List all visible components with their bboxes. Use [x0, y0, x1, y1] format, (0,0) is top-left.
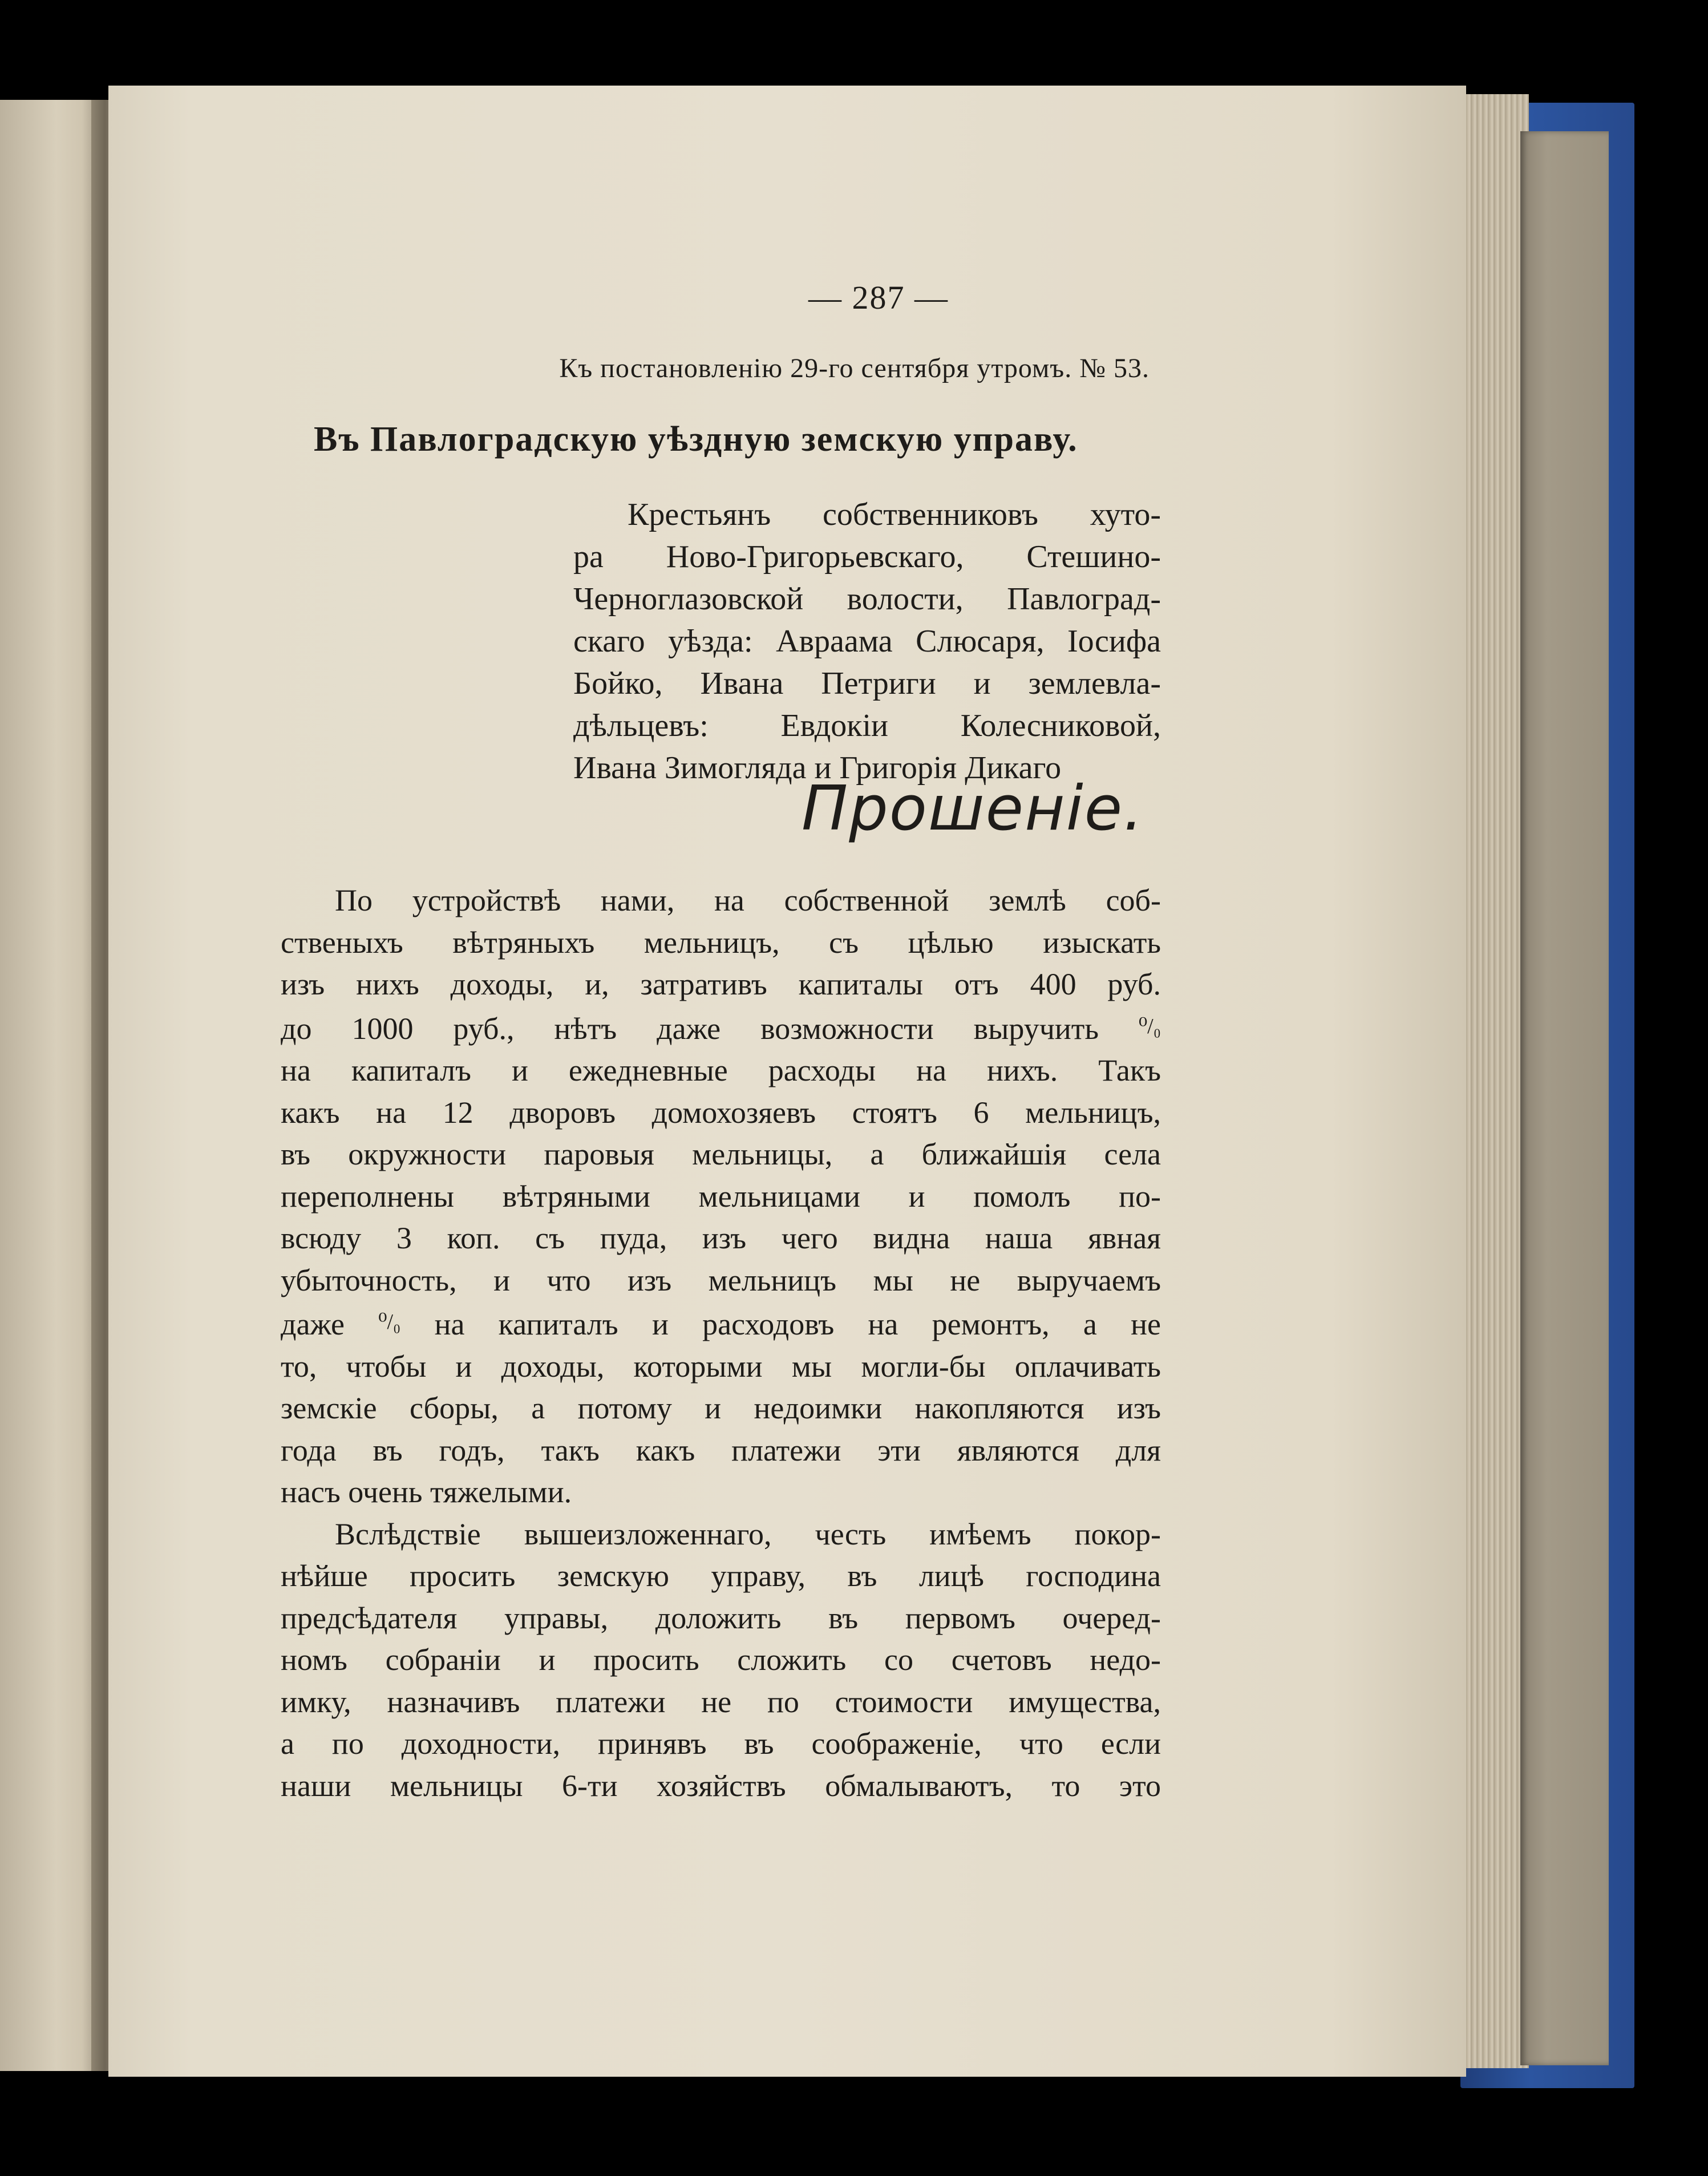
percent-sign: ⁰/₀	[1138, 1014, 1161, 1038]
percent-sign: ⁰/₀	[378, 1310, 401, 1334]
previous-page	[0, 100, 103, 2071]
petition-body	[281, 880, 1161, 1807]
text-line: какъ на 12 дворовъ домохозяевъ стоятъ 6 мельницъ,	[281, 1095, 1161, 1130]
back-leaf	[1520, 131, 1609, 2065]
document-title: Прошеніе.	[802, 773, 1144, 844]
petitioners-block	[573, 494, 1161, 789]
text-line: то, чтобы и доходы, которыми мы могли-бы оплачивать	[281, 1349, 1161, 1384]
text-line: на капиталъ и ежедневные расходы на нихъ. Такъ	[281, 1053, 1161, 1087]
text-line: ственыхъ вѣтряныхъ мельницъ, съ цѣлью изыскать	[281, 925, 1161, 960]
paragraph-2	[281, 1514, 1161, 1807]
text-line: предсѣдателя управы, доложить въ первомъ очеред-	[281, 1600, 1161, 1635]
text-line: изъ нихъ доходы, и, затративъ капиталы отъ 400 руб.	[281, 967, 1161, 1001]
text-line	[281, 1006, 1161, 1050]
petitioners-line: дѣльцевъ: Евдокіи Колесниковой,	[573, 708, 1161, 743]
text-fragment: на капиталъ и расходовъ на ремонтъ, а не	[434, 1307, 1161, 1341]
text-line: По устройствѣ нами, на собственной землѣ соб-	[335, 883, 1161, 917]
text-fragment: даже	[281, 1307, 345, 1341]
paragraph-1	[281, 880, 1161, 1514]
text-line: имку, назначивъ платежи не по стоимости имущества,	[281, 1684, 1161, 1719]
book-page	[108, 86, 1466, 2077]
petitioners-line: Черноглазовской волости, Павлоград-	[573, 581, 1161, 617]
text-line: въ окружности паровыя мельницы, а ближайшія села	[281, 1137, 1161, 1171]
petitioners-line: Бойко, Ивана Петриги и землевла-	[573, 666, 1161, 701]
text-fragment: до 1000 руб., нѣтъ даже возможности выручить	[281, 1011, 1099, 1046]
text-line: насъ очень тяжелыми.	[281, 1475, 572, 1509]
petitioners-line: ра Ново-Григорьевскаго, Стешино-	[573, 539, 1161, 575]
petitioners-line: Ивана Зимогляда и Григорія Дикаго	[573, 750, 1062, 786]
text-line: всюду 3 коп. съ пуда, изъ чего видна наша явная	[281, 1221, 1161, 1255]
resolution-reference: Къ постановленію 29-го сентября утромъ. № 53.	[559, 353, 1150, 383]
text-line: нѣйше просить земскую управу, въ лицѣ господина	[281, 1559, 1161, 1593]
page-number: — 287 —	[808, 279, 949, 316]
text-line: убыточность, и что изъ мельницъ мы не выручаемъ	[281, 1263, 1161, 1297]
text-line: земскіе сборы, а потому и недоимки накопляются изъ	[281, 1391, 1161, 1425]
petitioners-line: Крестьянъ собственниковъ хуто-	[628, 497, 1161, 532]
text-line: а по доходности, принявъ въ соображеніе, что если	[281, 1726, 1161, 1761]
text-line: переполнены вѣтряными мельницами и помолъ по-	[281, 1179, 1161, 1214]
text-line: Вслѣдствіе вышеизложеннаго, честь имѣемъ покор-	[335, 1516, 1161, 1551]
addressee-heading: Въ Павлоградскую уѣздную земскую управу.	[314, 420, 1078, 459]
text-line	[281, 1301, 1161, 1346]
text-line: наши мельницы 6-ти хозяйствъ обмалываютъ, то это	[281, 1768, 1161, 1803]
petitioners-line: скаго уѣзда: Авраама Слюсаря, Іосифа	[573, 624, 1161, 659]
page-block-edges	[1460, 94, 1529, 2068]
text-line: года въ годъ, такъ какъ платежи эти являются для	[281, 1433, 1161, 1467]
text-line: номъ собраніи и просить сложить со счетовъ недо-	[281, 1643, 1161, 1677]
